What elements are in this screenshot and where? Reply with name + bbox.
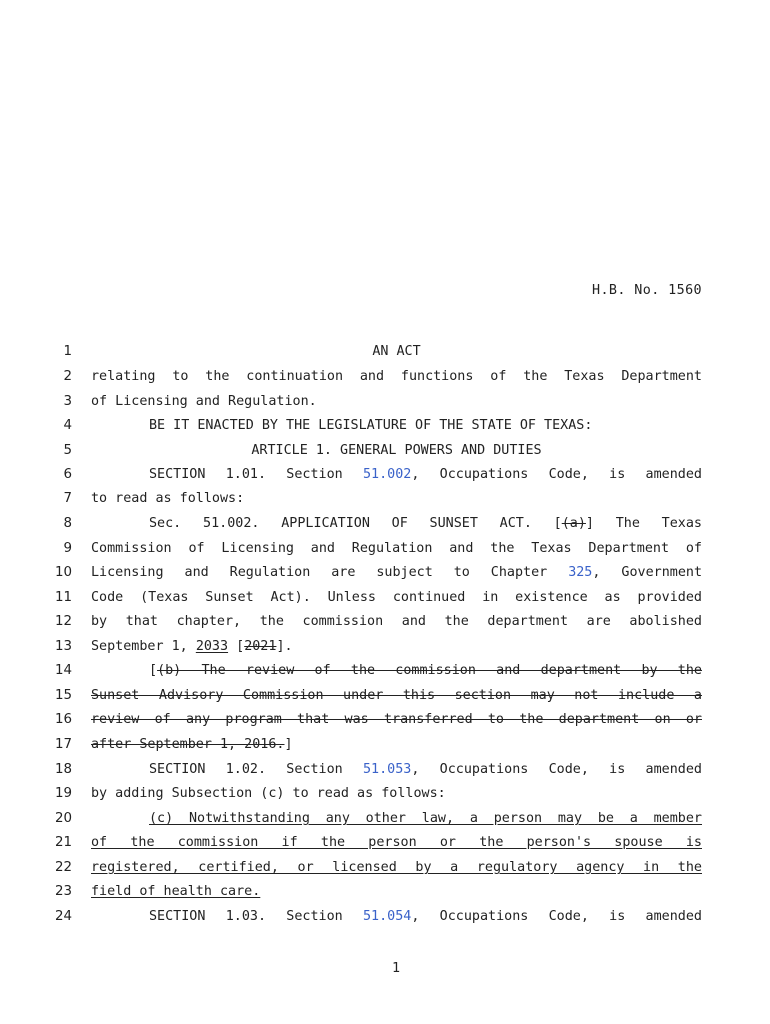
line-number: 7 <box>63 491 72 506</box>
text-segment: SECTION 1.02. Section <box>149 762 363 777</box>
enacting-clause: BE IT ENACTED BY THE LEGISLATURE OF THE STATE OF TEXAS: <box>149 418 593 433</box>
text-segment: , Occupations Code, is amended <box>411 467 702 482</box>
text-segment: Sec. 51.002. APPLICATION OF SUNSET ACT. [ <box>149 516 562 531</box>
text-segment: [ <box>228 639 245 654</box>
inserted-text: field of health care. <box>91 884 261 899</box>
line-text <box>91 710 702 730</box>
act-title: AN ACT <box>372 344 421 359</box>
line <box>0 760 770 780</box>
line-text <box>91 563 702 583</box>
text-segment: SECTION 1.01. Section <box>149 467 363 482</box>
statute-link[interactable]: 51.002 <box>362 467 412 482</box>
line <box>0 563 770 583</box>
line-text <box>91 686 702 706</box>
bill-number: H.B. No. 1560 <box>591 283 702 298</box>
line <box>0 588 770 608</box>
line-number: 5 <box>63 443 72 458</box>
line-text: Code (Texas Sunset Act). Unless continued in existence as provided <box>91 590 702 605</box>
text-segment: Licensing and Regulation are subject to Chapter <box>91 565 569 580</box>
deleted-text: review of any program that was transferred to the department on or <box>91 712 702 727</box>
line-text <box>91 833 702 853</box>
inserted-text: (c) Notwithstanding any other law, a person may be a member <box>149 811 702 826</box>
line-number: 22 <box>54 860 72 875</box>
line <box>0 882 770 902</box>
line <box>0 809 770 829</box>
line-number: 16 <box>54 712 72 727</box>
line-number: 4 <box>63 418 72 433</box>
line-number: 6 <box>63 467 72 482</box>
line-text <box>91 882 702 902</box>
inserted-text: registered, certified, or licensed by a regulatory agency in the <box>91 860 702 875</box>
statute-link[interactable]: 51.054 <box>362 909 412 924</box>
line <box>0 661 770 681</box>
page-number: 1 <box>391 961 401 976</box>
line-number: 21 <box>54 835 72 850</box>
line-text <box>91 760 702 780</box>
line <box>0 465 770 485</box>
line-text <box>91 514 702 534</box>
deleted-text: Sunset Advisory Commission under this section may not include a <box>91 688 702 703</box>
line-text: Commission of Licensing and Regulation and the Texas Department of <box>91 541 702 556</box>
line-text <box>91 661 702 681</box>
inserted-text: of the commission if the person or the person's spouse is <box>91 835 702 850</box>
deleted-text: (b) The review of the commission and department by the <box>157 663 702 678</box>
deleted-text: (a) <box>561 516 586 531</box>
line-number: 13 <box>54 639 72 654</box>
line-text <box>91 465 702 485</box>
inserted-text: 2033 <box>195 639 229 654</box>
line-number: 17 <box>54 737 72 752</box>
text-segment: [ <box>149 663 158 678</box>
line-text: by that chapter, the commission and the department are abolished <box>91 614 702 629</box>
line-number: 1 <box>63 344 72 359</box>
line-text: by adding Subsection (c) to read as follows: <box>91 786 446 801</box>
line <box>0 784 770 804</box>
text-segment: , Government <box>592 565 703 580</box>
line <box>0 686 770 706</box>
line-number: 3 <box>63 394 72 409</box>
line <box>0 392 770 412</box>
deleted-text: after September 1, 2016. <box>91 737 285 752</box>
line-number: 11 <box>54 590 72 605</box>
line-number: 24 <box>54 909 72 924</box>
statute-link[interactable]: 325 <box>568 565 593 580</box>
line-number: 9 <box>63 541 72 556</box>
line-number: 18 <box>54 762 72 777</box>
text-segment: ]. <box>276 639 293 654</box>
line-text: of Licensing and Regulation. <box>91 394 317 409</box>
line <box>0 833 770 853</box>
text-segment: , Occupations Code, is amended <box>411 762 702 777</box>
line <box>0 637 770 657</box>
line-number: 10 <box>54 565 72 580</box>
line <box>0 710 770 730</box>
line-number: 8 <box>63 516 72 531</box>
line-text <box>91 858 702 878</box>
line-text: relating to the continuation and functions of the Texas Department <box>91 369 702 384</box>
line <box>0 342 770 362</box>
text-segment: ] <box>284 737 293 752</box>
line-text <box>91 735 702 755</box>
line-number: 12 <box>54 614 72 629</box>
line <box>0 858 770 878</box>
line-text: to read as follows: <box>91 491 245 506</box>
line-number: 14 <box>54 663 72 678</box>
line <box>0 441 770 461</box>
line-text <box>91 907 702 927</box>
deleted-text: 2021 <box>244 639 277 654</box>
line-number: 15 <box>54 688 72 703</box>
line <box>0 367 770 387</box>
line <box>0 612 770 632</box>
line <box>0 735 770 755</box>
line-number: 19 <box>54 786 72 801</box>
line <box>0 416 770 436</box>
line-number: 23 <box>54 884 72 899</box>
statute-link[interactable]: 51.053 <box>362 762 412 777</box>
text-segment: SECTION 1.03. Section <box>149 909 363 924</box>
text-segment: , Occupations Code, is amended <box>411 909 702 924</box>
line-number: 20 <box>54 811 72 826</box>
line-number: 2 <box>63 369 72 384</box>
article-heading: ARTICLE 1. GENERAL POWERS AND DUTIES <box>251 443 542 458</box>
line-text <box>91 809 702 829</box>
line-text <box>91 637 702 657</box>
line <box>0 489 770 509</box>
line <box>0 907 770 927</box>
line <box>0 539 770 559</box>
text-segment: September 1, <box>91 639 196 654</box>
line <box>0 514 770 534</box>
text-segment: ] The Texas <box>585 516 702 531</box>
